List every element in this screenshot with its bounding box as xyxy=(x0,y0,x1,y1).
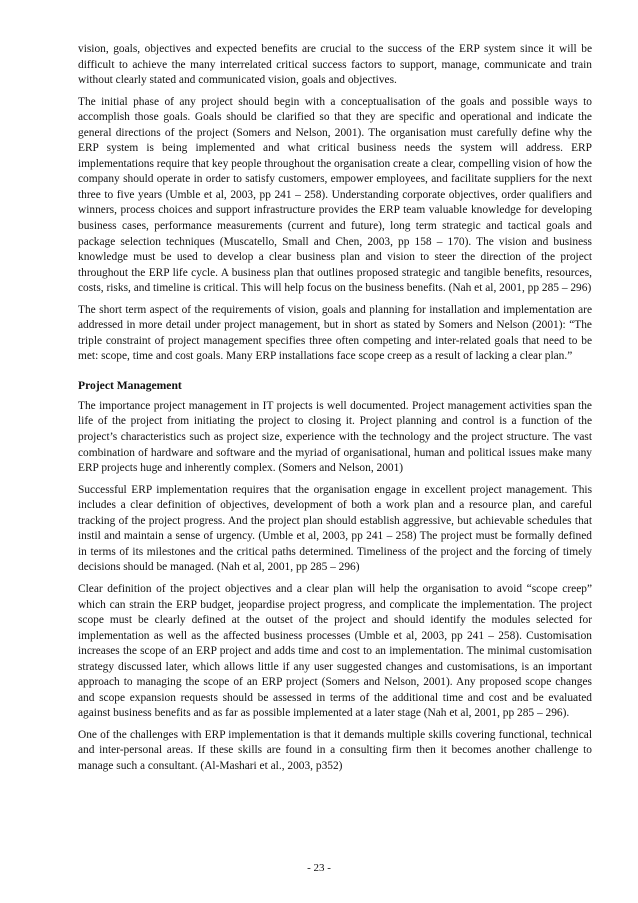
paragraph-initial-phase: The initial phase of any project should begin with a conceptualisation of the goals and possible ways to accomplish those goals. Goals should be clarified so that they are specific and operational and indicate the general directions of the project (Somers and Nelson, 2001). The organisation must carefully define why the ERP system is being implemented and what critical business needs the system will address. ERP implementations require that key people throughout the organisation create a clear, compelling vision of how the company should operate in order to satisfy customers, empower employees, and facilitate suppliers for the next three to five years (Umble et al, 2003, pp 241 – 258). Understanding corporate objectives, order qualifiers and winners, process choices and support infrastructure provides the ERP team valuable knowledge for developing business cases, performance measurements (current and future), long term strategic and tactical goals and package selection techniques (Muscatello, Small and Chen, 2003, pp 158 – 170). The vision and business knowledge must be used to develop a clear business plan and vision to steer the direction of the project throughout the ERP life cycle. A business plan that outlines proposed strategic and tangible benefits, resources, costs, risks, and timeline is critical. This will help focus on the business benefits. (Nah et al, 2001, pp 285 – 296) xyxy=(78,95,592,295)
document-page xyxy=(78,42,592,781)
paragraph-scope-creep: Clear definition of the project objectives and a clear plan will help the organisation to avoid “scope creep” which can strain the ERP budget, jeopardise project progress, and complicate the implementation. The project scope must be clearly defined at the outset of the project and should identify the modules selected for implementation as well as the affected business processes (Umble et al, 2003, pp 241 – 258). Customisation increases the scope of an ERP project and adds time and cost to an implementation. The minimal customisation strategy discussed later, which allows little if any user suggested changes and customisations, is an important approach to managing the scope of an ERP project (Somers and Nelson, 2001). Any proposed scope changes and scope expansion requests should be assessed in terms of the additional time and cost and be evaluated against business benefits and as far as possible implemented at a later stage (Nah et al, 2001, pp 285 – 296). xyxy=(78,582,592,720)
paragraph-importance: The importance project management in IT projects is well documented. Project management activities span the life of the project from initiating the project to closing it. Project planning and control is a function of the project’s characteristics such as project size, experience with the technology and the project structure. The vast combination of hardware and software and the myriad of organisational, human and political issues make many ERP projects huge and inherently complex. (Somers and Nelson, 2001) xyxy=(78,399,592,475)
paragraph-challenges: One of the challenges with ERP implementation is that it demands multiple skills covering functional, technical and inter-personal areas. If these skills are found in a consulting firm then it becomes another challenge to manage such a consultant. (Al-Mashari et al., 2003, p352) xyxy=(78,728,592,772)
paragraph-short-term: The short term aspect of the requirements of vision, goals and planning for installation and implementation are addressed in more detail under project management, but in short as stated by Somers and Nelson (2001): “The triple constraint of project management specifies three often competing and inter-related goals that need to be met: scope, time and cost goals. Many ERP installations face scope creep as a result of lacking a clear plan.” xyxy=(78,303,592,363)
section-heading-project-management: Project Management xyxy=(78,378,182,392)
paragraph-successful-implementation: Successful ERP implementation requires that the organisation engage in excellent project management. This includes a clear definition of objectives, development of both a work plan and a resource plan, and careful tracking of the project progress. And the project plan should establish aggressive, but achievable schedules that instil and maintain a sense of urgency. (Umble et al, 2003, pp 241 – 258) The project must be formally defined in terms of its milestones and the critical paths determined. Timeliness of the project and the forcing of timely decisions should be managed. (Nah et al, 2001, pp 285 – 296) xyxy=(78,483,592,574)
page-number: - 23 - xyxy=(307,862,331,874)
paragraph-vision-goals: vision, goals, objectives and expected benefits are crucial to the success of the ERP system since it will be difficult to achieve the many interrelated critical success factors to support, manage, communicate and train without clearly stated and communicated vision, goals and objectives. xyxy=(78,43,592,87)
